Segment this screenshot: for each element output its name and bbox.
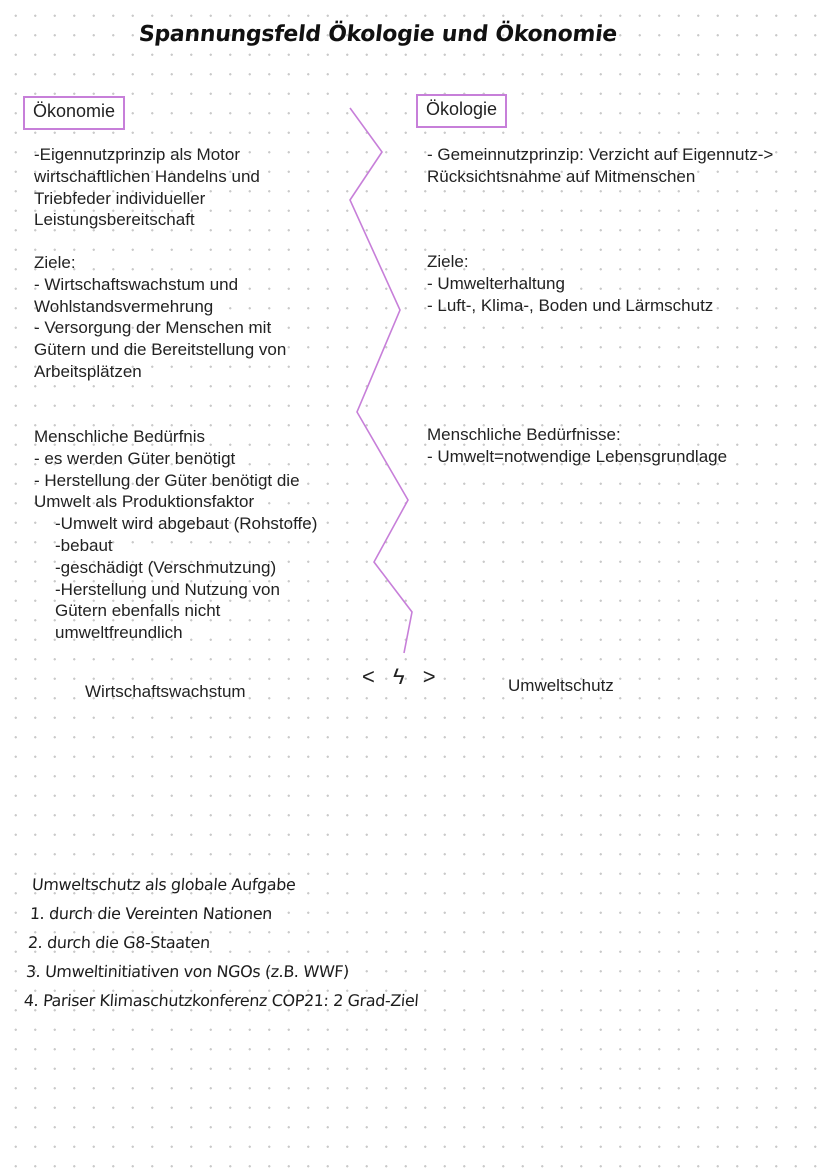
oekonomie-goals — [34, 252, 354, 383]
global-task-list — [23, 870, 428, 1015]
oekonomie-needs-subtext: -Umwelt wird abgebaut (Rohstoffe) -bebaut -geschädigt (Verschmutzung) -Herstellung und Nutzung von Gütern ebenfalls nicht umweltfreundlich — [55, 514, 318, 643]
oekonomie-needs — [34, 426, 364, 644]
zigzag-line — [350, 108, 412, 653]
contrast-left-label: Wirtschaftswachstum — [85, 682, 246, 701]
page-title: Spannungsfeld Ökologie und Ökonomie — [137, 22, 619, 47]
list-item: 2. durch die G8-Staaten — [27, 933, 211, 952]
oekologie-principle — [427, 144, 822, 188]
contrast-right-label: Umweltschutz — [508, 676, 614, 695]
global-task-heading: Umweltschutz als globale Aufgabe — [31, 875, 297, 894]
list-item: 1. durch die Vereinten Nationen — [29, 904, 273, 923]
oekologie-principle-text: - Gemeinnutzprinzip: Verzicht auf Eigennutz-> Rücksichtsnahme auf Mitmenschen — [427, 145, 774, 186]
oekologie-goals-text: Ziele: - Umwelterhaltung - Luft-, Klima-, Boden und Lärmschutz — [427, 252, 714, 315]
list-item: 3. Umweltinitiativen von NGOs (z.B. WWF) — [25, 962, 350, 981]
conflict-symbol: < ϟ > — [362, 664, 442, 689]
oekonomie-heading: Ökonomie — [23, 96, 125, 130]
oekonomie-principle — [34, 144, 354, 231]
oekologie-heading: Ökologie — [416, 94, 507, 128]
oekologie-goals — [427, 251, 822, 316]
list-item: 4. Pariser Klimaschutzkonferenz COP21: 2 Grad-Ziel — [23, 991, 420, 1010]
zigzag-divider — [340, 100, 420, 660]
oekonomie-principle-text: -Eigennutzprinzip als Motor wirtschaftlichen Handelns und Triebfeder individueller Leistungsbereitschaft — [34, 145, 260, 230]
oekologie-needs — [427, 424, 822, 468]
oekonomie-goals-text: Ziele: - Wirtschaftswachstum und Wohlstandsvermehrung - Versorgung der Menschen mit Gütern und die Bereitstellung von Arbeitsplätzen — [34, 253, 287, 381]
oekonomie-needs-text: Menschliche Bedürfnis - es werden Güter benötigt - Herstellung der Güter benötigt die Umwelt als Produktionsfaktor — [34, 427, 300, 512]
oekologie-needs-text: Menschliche Bedürfnisse: - Umwelt=notwendige Lebensgrundlage — [427, 425, 728, 466]
